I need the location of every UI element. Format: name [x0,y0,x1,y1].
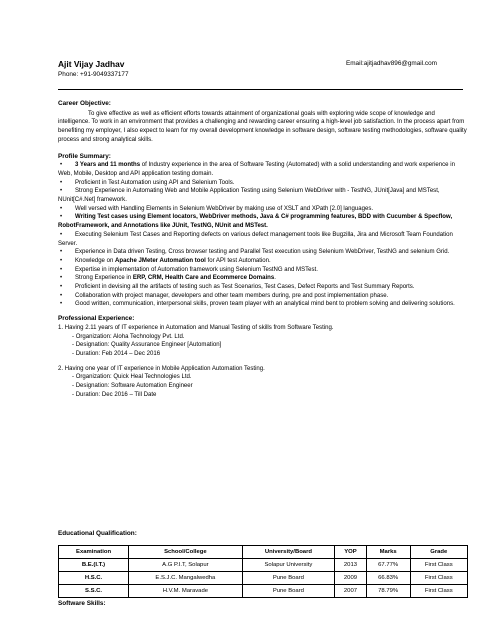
profile-summary-heading: Profile Summary: [58,152,111,160]
profile-summary-item [58,248,468,257]
bullet-icon: • [60,214,63,221]
cell-examination: B.E.(I.T.) [59,559,129,572]
bullet-icon: • [60,275,63,282]
job-designation: - Designation: Quality Assurance Engineer [Automation] [72,342,222,349]
candidate-name: Ajit Vijay Jadhav [58,59,125,69]
profile-item-text: Strong Experience in [75,275,133,282]
profile-summary-item [58,231,468,248]
cell-university: Solapur University [242,559,334,572]
objective-text: To give effective as well as efficient efforts towards attainment of organizational goals with exploring wide scope of knowledge and intelligence. To work in an environment that provides a challenging and rewarding career ensuring a high-level job satisfaction. In the process apart from benefiting my employer, I also expect to learn for my overall development knowledge in software design, software testing methodologies, software quality process and strong analytical skills. [58,110,467,143]
profile-item-emphasis: Writing Test cases using Element locators, WebDriver methods, Java & C# programming features, BDD with Cucumber & Specflow, RobotFramework, and Annotations like JUnit, TestNG, NUnit and MSTest. [58,214,453,230]
job-designation: - Designation: Software Automation Engineer [72,383,193,390]
profile-item-text: . [274,275,276,282]
profile-item-text: Good written, communication, interpersonal skills, proven team player with an analytical mind bent to problem solving and delivering solutions. [75,301,455,308]
objective-heading: Career Objective: [58,100,111,107]
bullet-icon: • [60,162,63,169]
cell-yop: 2009 [335,572,367,585]
bullet-icon: • [60,179,63,186]
profile-summary-item [58,274,468,283]
profile-summary-item [58,205,468,214]
profile-item-emphasis: 3 Years and 11 months [75,162,141,169]
cell-school: A.G P.I.T, Solapur [129,559,243,572]
profile-summary-item [58,292,468,301]
education-heading: Educational Qualification: [58,530,137,537]
job-organization: - Organization: Aloha Technology Pvt. Ltd. [72,333,185,340]
software-skills-heading: Software Skills: [58,600,106,607]
profile-summary-item [58,283,468,292]
profile-item-text: Knowledge on [75,257,116,264]
cell-marks: 66.83% [366,572,410,585]
bullet-icon: • [60,257,63,264]
profile-item-text: Proficient in devising all the artifacts of testing such as Test Scenarios, Test Cases, Defect Reports and Test Summary Reports. [75,284,415,291]
bullet-icon: • [60,188,63,195]
profile-item-emphasis: ERP, CRM, Health Care and Ecommerce Domains [132,275,275,282]
profile-summary-item [58,179,468,188]
profile-summary-item [58,213,468,230]
bullet-icon: • [60,292,63,299]
job-entry [58,365,468,400]
cell-university: Pune Board [242,585,334,598]
cell-university: Pune Board [242,572,334,585]
col-header: YOP [335,546,367,559]
profile-summary-item [58,161,468,178]
profile-item-text: for API test Automation. [205,257,271,264]
profile-item-text: Experience in Data driven Testing, Cross browser testing and Parallel Test execution using Selenium WebDriver, TestNG and selenium Grid. [75,249,450,256]
education-table [58,545,468,598]
col-header: University/Board [242,546,334,559]
resume-body [58,100,468,400]
table-row [59,559,468,572]
cell-examination: H.S.C. [59,572,129,585]
profile-item-text: Collaboration with project manager, developers and other team members during, pre and post implementation phase. [75,292,389,299]
job-entry [58,324,468,359]
profile-summary-item [58,257,468,266]
col-header: Grade [410,546,467,559]
header-divider [58,89,463,90]
education-header-row [59,546,468,559]
bullet-icon: • [60,231,63,238]
cell-examination: S.S.C. [59,585,129,598]
candidate-email: Email:ajitjadhav896@gmail.com [345,60,437,67]
cell-yop: 2007 [335,585,367,598]
profile-summary-list [58,161,468,309]
bullet-icon: • [60,266,63,273]
profile-item-text: of Industry experience in the area of Software Testing (Automated) with a solid understanding and work experience in Web, Mobile, Desktop and API application testing domain. [58,162,455,177]
profile-item-emphasis: Apache JMeter Automation tool [115,257,206,264]
job-duration: - Duration: Feb 2014 – Dec 2016 [72,350,161,357]
cell-school: H.V.M. Maravade [129,585,243,598]
profile-item-text: Strong Experience in Automating Web and Mobile Application Testing using Selenium WebDriver with - TestNG, JUnit[Java] and MSTest, NUnit[C#.Net] framework. [58,188,440,204]
bullet-icon: • [60,249,63,256]
cell-grade: First Class [410,585,467,598]
table-row [59,572,468,585]
profile-summary-item [58,187,468,204]
cell-marks: 78.79% [366,585,410,598]
col-header: Marks [366,546,410,559]
profile-item-text: Well versed with Handling Elements in Selenium WebDriver by making use of XSLT and XPath [2.0] languages. [75,205,374,212]
cell-school: E.S.J.C. Mangalwedha [129,572,243,585]
profile-item-text: Executing Selenium Test Cases and Reporting defects on various defect management tools like Bugzilla, Jira and Microsoft Team Foundation Server. [58,231,453,247]
table-row [59,585,468,598]
job-duration: - Duration: Dec 2016 – Till Date [72,391,157,398]
col-header: Examination [59,546,129,559]
cell-yop: 2013 [335,559,367,572]
bullet-icon: • [60,301,63,308]
experience-heading: Professional Experience: [58,315,135,323]
cell-marks: 67.77% [366,559,410,572]
bullet-icon: • [60,284,63,291]
job-summary: 1. Having 2.11 years of IT experience in Automation and Manual Testing of skills from Software Testing. [58,324,334,331]
col-header: School/College [129,546,243,559]
profile-summary-item [58,266,468,275]
job-summary: 2. Having one year of IT experience in Mobile Application Automation Testing. [58,365,265,372]
profile-item-text: Expertise in implementation of Automation framework using Selenium TestNG and MSTest. [75,266,318,273]
profile-summary-item [58,300,468,309]
cell-grade: First Class [410,572,467,585]
profile-item-text: Proficient in Test Automation using API and Selenium Tools. [75,179,235,186]
job-organization: - Organization: Quick Heal Technologies Ltd. [72,374,192,381]
cell-grade: First Class [410,559,467,572]
candidate-phone: Phone: +91-9049337177 [58,71,129,78]
bullet-icon: • [60,205,63,212]
